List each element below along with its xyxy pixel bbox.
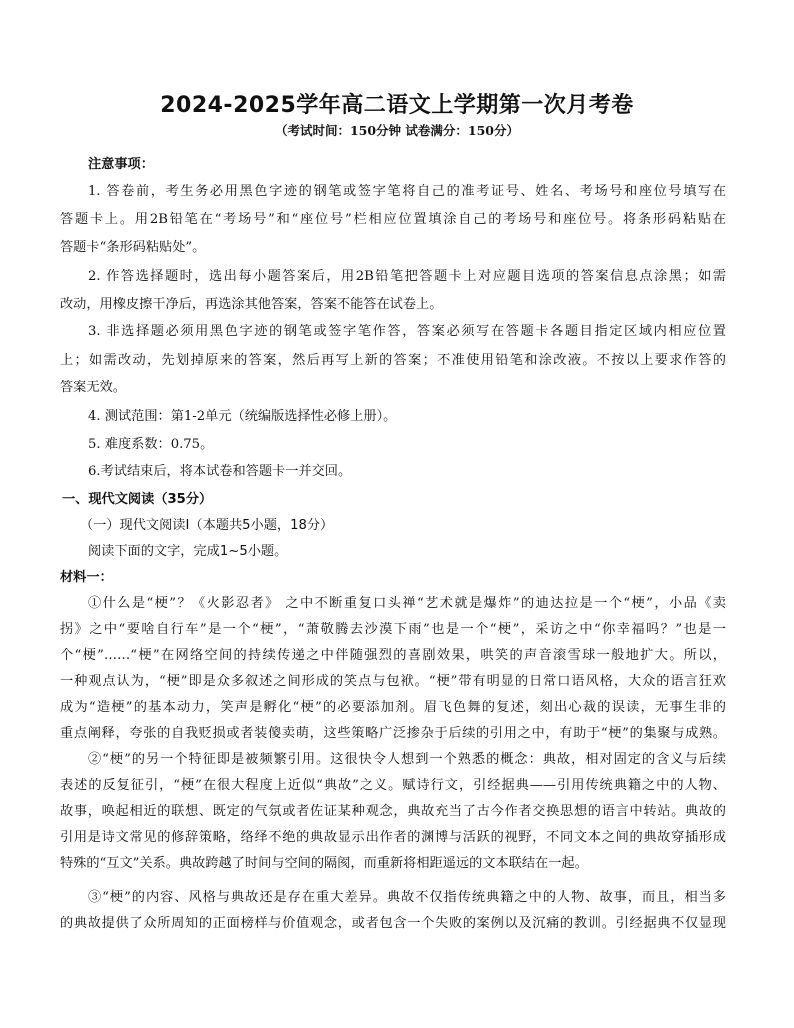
notice-line: 答题卡上。用2B铅笔在“考场号”和“座位号”栏相应位置填涂自己的考场号和座位号。将条形码粘贴在 xyxy=(60,212,726,227)
passage-line: 一种观点认为，“梗”即是众多叙述之间形成的笑点与包袱。“梗”带有明显的日常口语风格，大众的语言狂欢 xyxy=(60,674,726,689)
section-heading: 一、现代文阅读（35分） xyxy=(62,492,213,507)
passage-line: ①什么是“梗”？《火影忍者》 之中不断重复口头禅“艺术就是爆炸”的迪达拉是一个“梗”，小品《卖 xyxy=(88,596,726,611)
passage-line: 个“梗”……“梗”在网络空间的持续传递之中伴随强烈的喜剧效果，哄笑的声音滚雪球一般地扩大。所以， xyxy=(60,648,726,663)
passage-line: 的典故提供了众所周知的正面榜样与价值观念，或者包含一个失败的案例以及沉痛的教训。引经据典不仅显现 xyxy=(60,916,726,931)
notice-line: 答题卡“条形码粘贴处”。 xyxy=(60,240,206,255)
exam-subtitle: （考试时间：150分钟 试卷满分：150分） xyxy=(274,123,520,138)
notice-heading: 注意事项： xyxy=(88,157,154,172)
notice-line: 上；如需改动，先划掉原来的答案，然后再写上新的答案；不准使用铅笔和涂改液。不按以上要求作答的 xyxy=(60,353,726,368)
exam-title: 2024-2025学年高二语文上学期第一次月考卷 xyxy=(160,93,634,118)
notice-line: 4. 测试范围：第1-2单元（统编版选择性必修上册）。 xyxy=(88,409,397,424)
passage-line: 故事，唤起相近的联想、既定的气氛或者佐证某种观念，典故充当了古今作者交换思想的语言中转站。典故的 xyxy=(60,804,726,819)
passage-line: 表述的反复征引，“梗”在很大程度上近似“典故”之义。赋诗行文，引经据典——引用传统典籍之中的人物、 xyxy=(60,778,726,793)
passage-line: 成为“造梗”的基本动力，笑声是孵化“梗”的必要添加剂。眉飞色舞的复述，刻出心裁的误读，无事生非的 xyxy=(60,700,726,715)
passage-line: 引用是诗文常见的修辞策略，络绎不绝的典故显示出作者的渊博与活跃的视野，不同文本之间的典故穿插形成 xyxy=(60,830,726,845)
passage-line: ③“梗”的内容、风格与典故还是存在重大差异。典故不仅指传统典籍之中的人物、故事，而且，相当多 xyxy=(88,890,726,905)
subsection-heading: （一）现代文阅读Ⅰ（本题共5小题，18分） xyxy=(80,518,334,533)
notice-line: 5. 难度系数：0.75。 xyxy=(88,437,214,452)
passage-line: 重点阐释，夸张的自我贬损或者装傻卖萌，这些策略广泛掺杂于后续的引用之中，有助于“梗”的集聚与成熟。 xyxy=(60,726,726,741)
notice-line: 3. 非选择题必须用黑色字迹的钢笔或签字笔作答，答案必须写在答题卡各题目指定区域内相应位置 xyxy=(88,324,726,339)
material-label: 材料一： xyxy=(60,570,113,585)
reading-instruction: 阅读下面的文字，完成1~5小题。 xyxy=(88,544,288,559)
notice-line: 改动，用橡皮擦干净后，再选涂其他答案，答案不能答在试卷上。 xyxy=(60,297,443,312)
passage-line: 特殊的“互文”关系。典故跨越了时间与空间的隔阂，而重新将相距遥远的文本联结在一起。 xyxy=(60,856,588,871)
passage-line: ②“梗”的另一个特征即是被频繁引用。这很快令人想到一个熟悉的概念：典故，相对固定的含义与后续 xyxy=(88,752,726,767)
notice-line: 2. 作答选择题时，选出每小题答案后，用2B铅笔把答题卡上对应题目选项的答案信息点涂黑；如需 xyxy=(88,269,726,284)
notice-line: 答案无效。 xyxy=(60,380,126,395)
notice-line: 1. 答卷前，考生务必用黑色字迹的钢笔或签字笔将自己的准考证号、姓名、考场号和座位号填写在 xyxy=(88,184,726,199)
passage-line: 拐》之中“要啥自行车”是一个“梗”，“萧敬腾去沙漠下雨”也是一个“梗”，采访之中“你幸福吗？”也是一 xyxy=(60,622,726,637)
notice-line: 6.考试结束后，将本试卷和答题卡一并交回。 xyxy=(88,464,352,479)
